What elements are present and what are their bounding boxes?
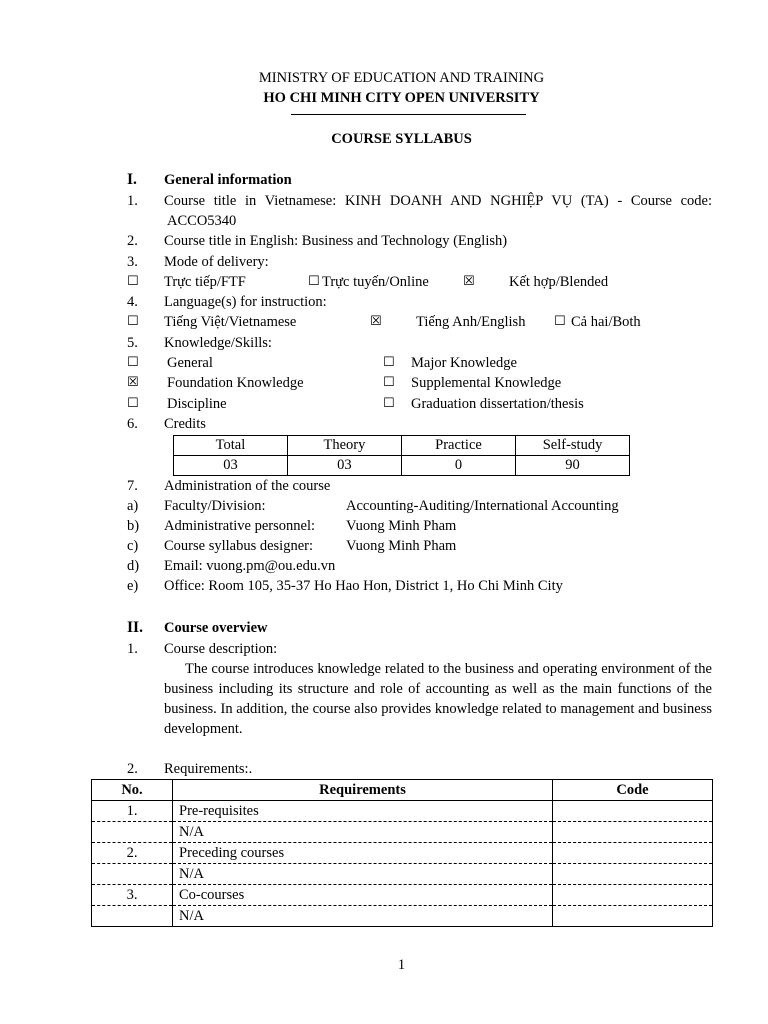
table-row: [92, 864, 713, 885]
requirements-header-row: [92, 780, 713, 801]
page-number: 1: [397, 957, 406, 973]
faculty-label: Faculty/Division:: [164, 498, 266, 514]
table-row: [92, 801, 713, 822]
requirement-code: [553, 822, 713, 843]
requirement-name: Co-courses: [173, 885, 553, 906]
faculty-value: Accounting-Auditing/International Accounting: [346, 498, 619, 514]
section-2-number: II.: [127, 619, 143, 636]
credits-label: Credits: [164, 416, 206, 432]
knowledge-foundation-label: Foundation Knowledge: [167, 375, 304, 391]
requirement-no: 3.: [92, 885, 173, 906]
language-label: Language(s) for instruction:: [164, 294, 327, 310]
administrative-personnel-value: Vuong Minh Pham: [346, 518, 457, 534]
admin-letter: e): [127, 578, 139, 594]
item-4-number: 4.: [127, 294, 138, 310]
office-text: Office: Room 105, 35-37 Ho Hao Hon, District 1, Ho Chi Minh City: [164, 578, 563, 594]
knowledge-graduation-label: Graduation dissertation/thesis: [411, 396, 584, 412]
document-title: COURSE SYLLABUS: [331, 131, 472, 147]
checkbox-blended[interactable]: ☒: [463, 274, 475, 289]
checkbox-both[interactable]: ☐: [554, 314, 566, 329]
course-description: The course introduces knowledge related to the business and operating environment of the business including its structure and role of accounting as well as the main functions of the business. In addition, the course also provides knowledge related to management and business development.: [164, 661, 712, 737]
mode-of-delivery-label: Mode of delivery:: [164, 254, 269, 270]
table-row: [92, 906, 713, 927]
credits-header-cell: Self-study: [516, 436, 630, 456]
checkbox-supplemental[interactable]: ☐: [383, 375, 395, 390]
requirements-number: 2.: [127, 761, 138, 777]
admin-letter: b): [127, 518, 140, 534]
item-1-number: 1.: [127, 193, 138, 209]
delivery-ftf-label: Trực tiếp/FTF: [164, 274, 246, 290]
requirements-header-no: No.: [92, 780, 173, 801]
item-5-number: 5.: [127, 335, 138, 351]
checkbox-general[interactable]: ☐: [127, 355, 139, 370]
requirements-label: Requirements:.: [164, 761, 253, 777]
requirements-table: [91, 779, 713, 927]
credits-header-cell: Theory: [287, 436, 401, 456]
description-label: Course description:: [164, 641, 278, 657]
course-code: ACCO5340: [167, 213, 237, 229]
administration-label: Administration of the course: [164, 478, 331, 494]
checkbox-vietnamese[interactable]: ☐: [127, 314, 139, 329]
admin-letter: d): [127, 558, 140, 574]
requirement-code: [553, 801, 713, 822]
credits-value-cell: 03: [174, 456, 288, 476]
requirement-no: 1.: [92, 801, 173, 822]
credits-header-cell: Total: [174, 436, 288, 456]
requirements-header-requirements: Requirements: [173, 780, 553, 801]
requirement-code: [553, 864, 713, 885]
checkbox-english[interactable]: ☒: [370, 314, 382, 329]
delivery-blended-label: Kết hợp/Blended: [509, 274, 609, 290]
table-row: [92, 822, 713, 843]
checkbox-graduation[interactable]: ☐: [383, 396, 395, 411]
ministry-name: MINISTRY OF EDUCATION AND TRAINING: [258, 70, 545, 86]
requirement-code: [553, 906, 713, 927]
course-title-vietnamese: Course title in Vietnamese: KINH DOANH AND NGHIỆP VỤ (TA) - Course code:: [164, 193, 712, 209]
section-2-title: Course overview: [164, 620, 268, 636]
credits-value-cell: 03: [287, 456, 401, 476]
checkbox-major[interactable]: ☐: [383, 355, 395, 370]
email-text: Email: vuong.pm@ou.edu.vn: [164, 558, 336, 574]
table-row: [92, 885, 713, 906]
knowledge-general-label: General: [167, 355, 213, 371]
administrative-personnel-label: Administrative personnel:: [164, 518, 316, 534]
admin-letter: a): [127, 498, 139, 514]
requirement-name: N/A: [173, 822, 553, 843]
section-1-title: General information: [164, 172, 292, 188]
syllabus-designer-value: Vuong Minh Pham: [346, 538, 457, 554]
requirement-code: [553, 843, 713, 864]
requirement-name: N/A: [173, 906, 553, 927]
language-both-label: Cả hai/Both: [571, 314, 641, 330]
item-3-number: 3.: [127, 254, 138, 270]
knowledge-skills-label: Knowledge/Skills:: [164, 335, 272, 351]
university-name: HO CHI MINH CITY OPEN UNIVERSITY: [263, 90, 540, 106]
checkbox-discipline[interactable]: ☐: [127, 396, 139, 411]
requirement-no: [92, 864, 173, 885]
requirements-header-code: Code: [553, 780, 713, 801]
knowledge-discipline-label: Discipline: [167, 396, 227, 412]
requirement-name: Preceding courses: [173, 843, 553, 864]
item-2-number: 2.: [127, 233, 138, 249]
credits-value-cell: 90: [516, 456, 630, 476]
credits-header-cell: Practice: [401, 436, 515, 456]
requirement-no: [92, 822, 173, 843]
admin-letter: c): [127, 538, 139, 554]
item-7-number: 7.: [127, 478, 138, 494]
requirement-name: N/A: [173, 864, 553, 885]
delivery-online-label: Trực tuyến/Online: [322, 274, 429, 290]
knowledge-major-label: Major Knowledge: [411, 355, 517, 371]
checkbox-foundation[interactable]: ☒: [127, 375, 139, 390]
checkbox-online[interactable]: ☐: [308, 274, 320, 289]
credits-value-cell: 0: [401, 456, 515, 476]
header-rule: [291, 114, 526, 115]
language-english-label: Tiếng Anh/English: [416, 314, 526, 330]
syllabus-designer-label: Course syllabus designer:: [164, 538, 314, 554]
credits-table: [173, 435, 630, 476]
language-vietnamese-label: Tiếng Việt/Vietnamese: [164, 314, 297, 330]
checkbox-ftf[interactable]: ☐: [127, 274, 139, 289]
requirement-no: 2.: [92, 843, 173, 864]
requirement-no: [92, 906, 173, 927]
requirement-name: Pre-requisites: [173, 801, 553, 822]
course-title-english: Course title in English: Business and Technology (English): [164, 233, 508, 249]
table-row: [92, 843, 713, 864]
credits-header-row: [174, 436, 630, 456]
knowledge-supplemental-label: Supplemental Knowledge: [411, 375, 562, 391]
credits-value-row: [174, 456, 630, 476]
requirement-code: [553, 885, 713, 906]
section-1-number: I.: [127, 171, 137, 188]
description-number: 1.: [127, 641, 138, 657]
item-6-number: 6.: [127, 416, 138, 432]
